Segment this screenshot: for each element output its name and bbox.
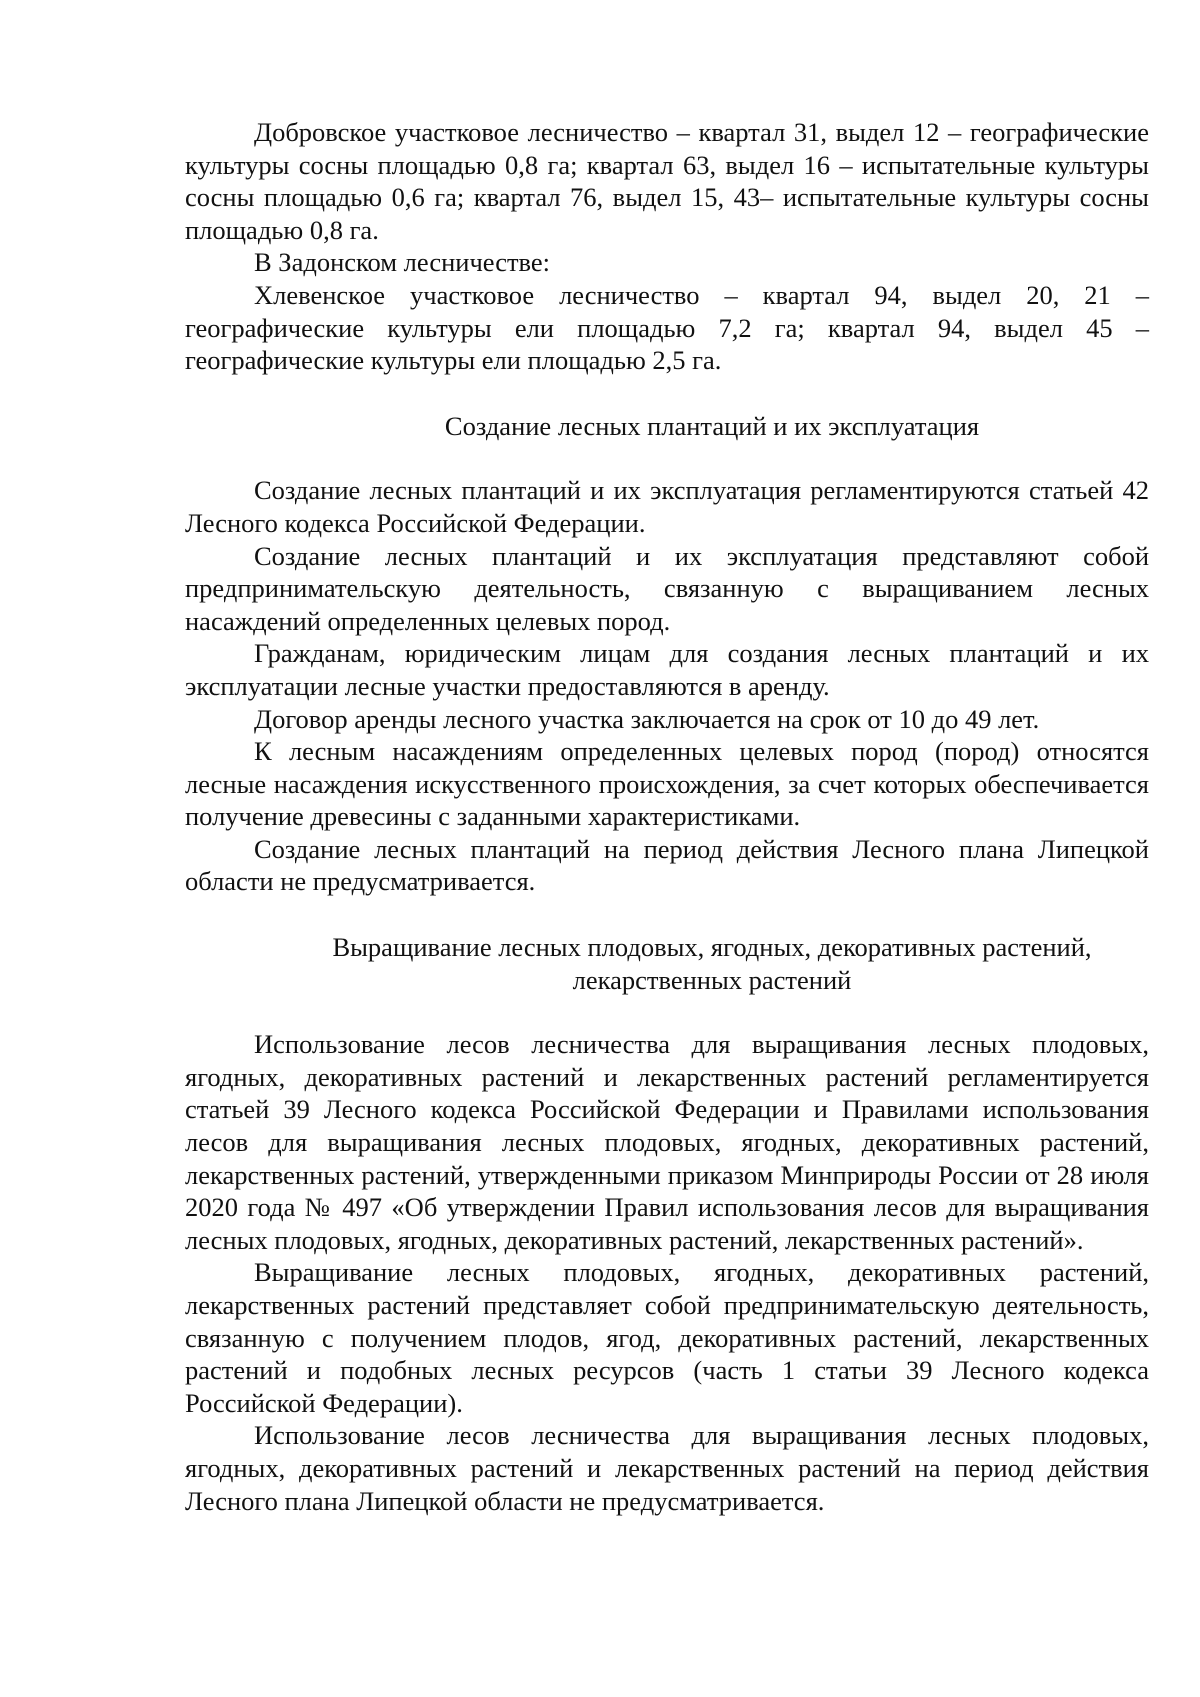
spacer — [185, 898, 1149, 931]
spacer — [185, 996, 1149, 1028]
paragraph-plantations-article: Создание лесных плантаций и их эксплуатация регламентируются статьей 42 Лесного кодекса Российской Федерации. — [185, 475, 1149, 538]
section-heading-plantations: Создание лесных плантаций и их эксплуатация — [444, 410, 980, 441]
paragraph-growing-not-planned: Использование лесов лесничества для выращивания лесных плодовых, ягодных, декоративных растений и лекарственных растений на период действия Лесного плана Липецкой области не предусматривается. — [185, 1420, 1149, 1516]
paragraph-zadonsk-intro: В Задонском лесничестве: — [254, 247, 551, 278]
paragraph-target-species: К лесным насаждениям определенных целевых пород (пород) относятся лесные насаждения искусственного происхождения, за счет которых обеспечивается получение древесины с заданными характеристиками. — [185, 736, 1149, 832]
paragraph-plantations-lease: Гражданам, юридическим лицам для создания лесных плантаций и их эксплуатации лесные участки предоставляются в аренду. — [185, 638, 1149, 701]
paragraph-dobrovskoe: Добровское участковое лесничество – квартал 31, выдел 12 – географические культуры сосны площадью 0,8 га; квартал 63, выдел 16 – испытательные культуры сосны площадью 0,6 га; квартал 76, выдел 15, 43– испытательные культуры сосны площадью 0,8 га. — [185, 117, 1149, 245]
paragraph-hlevenskoe: Хлевенское участковое лесничество – квартал 94, выдел 20, 21 – географические культуры ели площадью 7,2 га; квартал 94, выдел 45 – географические культуры ели площадью 2,5 га. — [185, 279, 1149, 376]
paragraph-lease-term: Договор аренды лесного участка заключается на срок от 10 до 49 лет. — [254, 703, 1040, 734]
paragraph-growing-business: Выращивание лесных плодовых, ягодных, декоративных растений, лекарственных растений представляет собой предпринимательскую деятельность, связанную с получением плодов, ягод, декоративных растений, лекарственных растений и подобных лесных ресурсов (часть 1 статьи 39 Лесного кодекса Российской Федерации). — [185, 1257, 1149, 1418]
spacer — [185, 377, 1149, 410]
paragraph-plantations-business: Создание лесных плантаций и их эксплуатация представляют собой предпринимательскую деятельность, связанную с выращиванием лесных насаждений определенных целевых пород. — [185, 540, 1149, 636]
document-body — [185, 116, 1149, 1517]
paragraph-growing-regulation: Использование лесов лесничества для выращивания лесных плодовых, ягодных, декоративных растений и лекарственных растений регламентируется статьей 39 Лесного кодекса Российской Федерации и Правилами использования лесов для выращивания лесных плодовых, ягодных, декоративных растений, лекарственных растений, утвержденными приказом Минприроды России от 28 июля 2020 года № 497 «Об утверждении Правил использования лесов для выращивания лесных плодовых, ягодных, декоративных растений, лекарственных растений». — [185, 1029, 1149, 1255]
section-heading-growing-line2: лекарственных растений — [572, 964, 852, 995]
section-heading-growing-line1: Выращивание лесных плодовых, ягодных, декоративных растений, — [332, 932, 1092, 963]
spacer — [185, 442, 1149, 474]
paragraph-plantations-not-planned: Создание лесных плантаций на период действия Лесного плана Липецкой области не предусматривается. — [185, 833, 1149, 897]
